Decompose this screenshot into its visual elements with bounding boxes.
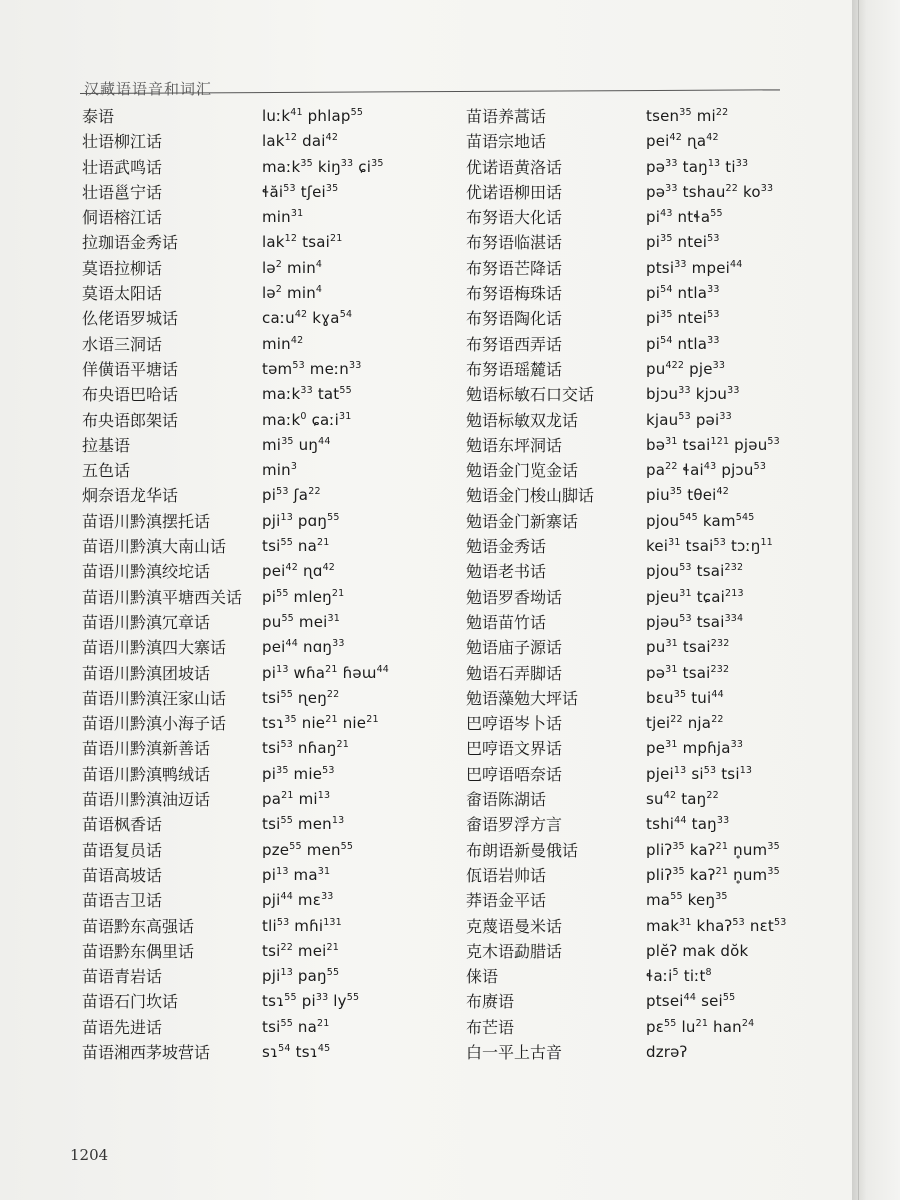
dialect-name: 布芒语: [466, 1017, 515, 1037]
dialect-name: 苗语川黔滇汪家山话: [82, 688, 227, 708]
dialect-name: 勉语庙子源话: [466, 638, 563, 658]
ipa-transcription: $su^{42}$ taŋ$^{22}$: [646, 790, 719, 809]
ipa-transcription: maːk$^0$ ɕaːi$^{31}$: [262, 410, 352, 429]
dialect-name: 克木语勐腊话: [466, 941, 563, 961]
page-number: 1204: [70, 1146, 109, 1164]
ipa-transcription: pə$^{33}$ taŋ$^{13}$ $ti^{33}$: [646, 157, 749, 176]
list-item: [466, 939, 846, 964]
ipa-transcription: $pi^{35}$ mie$^{53}$: [262, 764, 335, 783]
ipa-transcription: $pu^{31}$ tsai$^{232}$: [646, 638, 730, 657]
right-column: [466, 104, 846, 1065]
ipa-transcription: $pu^{55}$ mei$^{31}$: [262, 612, 341, 631]
ipa-transcription: lə$^2$ $\min^4$: [262, 258, 323, 277]
dialect-name: 布努语芒降话: [466, 258, 563, 278]
list-item: [78, 686, 458, 711]
dialect-name: 苗语养蒿话: [466, 107, 547, 126]
dialect-name: 畲语陈湖话: [466, 790, 547, 810]
dialect-name: 苗语复员话: [82, 840, 163, 860]
list-item: [466, 1040, 846, 1065]
dialect-name: 勉语苗竹话: [466, 612, 547, 632]
list-item: [78, 661, 458, 686]
list-item: [78, 534, 458, 559]
list-item: [466, 509, 846, 534]
dialect-name: 勉语金秀话: [466, 537, 547, 557]
dialect-name: 勉语标敏双龙话: [466, 410, 579, 430]
list-item: [78, 483, 458, 508]
dialect-name: 克蔑语曼米话: [466, 916, 563, 936]
list-item: [466, 762, 846, 787]
list-item: [466, 736, 846, 761]
list-item: [466, 306, 846, 331]
ipa-transcription: dzrəʔ: [646, 1042, 688, 1061]
list-item: [78, 762, 458, 787]
list-item: [466, 205, 846, 230]
dialect-name: 苗语青岩话: [82, 967, 163, 987]
dialect-name: 巴哼语文界话: [466, 739, 563, 759]
list-item: [466, 812, 846, 837]
list-item: [466, 585, 846, 610]
ipa-transcription: pji$^{13}$ pɑŋ$^{55}$: [262, 511, 340, 530]
dialect-name: 苗语川黔滇新善话: [82, 739, 211, 759]
list-item: [78, 787, 458, 812]
dialect-name: 拉珈语金秀话: [82, 233, 179, 253]
ipa-transcription: $\min^3$: [262, 461, 298, 480]
dialect-name: 布朗语新曼俄话: [466, 840, 579, 860]
list-item: [466, 408, 846, 433]
dialect-name: 巴哼语唔奈话: [466, 764, 563, 784]
ipa-transcription: tjei$^{22}$ nja$^{22}$: [646, 714, 724, 733]
list-item: [78, 230, 458, 255]
ipa-transcription: $pi^{13}$ wɦa$^{21}$ ɦəɯ$^{44}$: [262, 663, 390, 682]
list-item: [466, 610, 846, 635]
dialect-name: 勉语金门览金话: [466, 461, 579, 481]
list-item: [466, 256, 846, 281]
ipa-transcription: $pa^{22}$ ɬai$^{43}$ pjɔu$^{53}$: [646, 461, 767, 480]
list-item: [466, 433, 846, 458]
dialect-name: 壮语武鸣话: [82, 157, 163, 177]
dialect-name: 俫语: [466, 967, 499, 987]
list-item: [466, 787, 846, 812]
dialect-name: 苗语枫香话: [82, 815, 163, 835]
list-item: [78, 711, 458, 736]
ipa-transcription: pliʔ$^{35}$ kaʔ$^{21}$ $n̥um^{35}$: [646, 865, 780, 884]
list-item: [78, 180, 458, 205]
ipa-transcription: tsɿ$^{55}$ $pi^{33}$ $ly^{55}$: [262, 992, 360, 1011]
list-item: [78, 585, 458, 610]
list-item: [466, 1015, 846, 1040]
list-item: [78, 939, 458, 964]
list-item: [466, 559, 846, 584]
ipa-transcription: pei$^{42}$ ɳɑ$^{42}$: [262, 562, 336, 581]
list-item: [466, 661, 846, 686]
list-item: [466, 382, 846, 407]
list-item: [466, 686, 846, 711]
dialect-name: 仫佬语罗城话: [82, 309, 179, 329]
dialect-name: 布努语梅珠话: [466, 284, 563, 304]
ipa-transcription: $pa^{21}$ $mi^{13}$: [262, 790, 331, 809]
ipa-transcription: $pi^{55}$ mleŋ$^{21}$: [262, 587, 345, 606]
dialect-name: 布努语大化话: [466, 208, 563, 228]
list-item: [78, 989, 458, 1014]
list-item: [466, 534, 846, 559]
list-item: [78, 635, 458, 660]
dialect-name: 苗语川黔滇油迈话: [82, 790, 211, 810]
list-item: [466, 458, 846, 483]
ipa-transcription: $pe^{31}$ mpɦja$^{33}$: [646, 739, 744, 758]
list-item: [78, 408, 458, 433]
dialect-name: 苗语吉卫话: [82, 891, 163, 911]
ipa-transcription: pei$^{42}$ ɳa$^{42}$: [646, 132, 719, 151]
list-item: [466, 989, 846, 1014]
ipa-transcription: tsɿ$^{35}$ nie$^{21}$ nie$^{21}$: [262, 714, 379, 733]
ipa-transcription: kei$^{31}$ tsai$^{53}$ tɔːŋ$^{11}$: [646, 537, 773, 556]
dialect-name: 苗语川黔滇平塘西关话: [82, 587, 243, 607]
ipa-transcription: lak$^{12}$ tsai$^{21}$: [262, 233, 343, 252]
ipa-transcription: $pi^{53}$ ʃa$^{22}$: [262, 486, 321, 505]
dialect-name: 优诺语黄洛话: [466, 157, 563, 177]
ipa-transcription: ɬăi$^{53}$ tʃei$^{35}$: [262, 182, 339, 201]
ipa-transcription: pjei$^{13}$ $si^{53}$ tsi$^{13}$: [646, 764, 753, 783]
ipa-transcription: tli$^{53}$ mɦi$^{131}$: [262, 916, 342, 935]
dialect-name: 佤语岩帅话: [466, 865, 547, 885]
list-item: [78, 812, 458, 837]
dialect-name: 勉语金门梭山脚话: [466, 486, 595, 506]
ipa-transcription: tsi$^{55}$ $na^{21}$: [262, 537, 330, 556]
dialect-name: 勉语罗香坳话: [466, 587, 563, 607]
ipa-transcription: kjau$^{53}$ pəi$^{33}$: [646, 410, 732, 429]
list-item: [78, 155, 458, 180]
ipa-transcription: təm$^{53}$ meːn$^{33}$: [262, 359, 362, 378]
list-item: [466, 888, 846, 913]
list-item: [78, 256, 458, 281]
ipa-transcription: sɿ$^{54}$ tsɿ$^{45}$: [262, 1042, 331, 1061]
list-item: [78, 205, 458, 230]
dialect-name: 苗语宗地话: [466, 132, 547, 152]
list-item: [78, 281, 458, 306]
ipa-transcription: pjou$^{545}$ kam$^{545}$: [646, 511, 755, 530]
list-item: [466, 863, 846, 888]
dialect-name: 苗语先进话: [82, 1017, 163, 1037]
ipa-transcription: caːu$^{42}$ kɣa$^{54}$: [262, 309, 353, 328]
dialect-name: 苗语川黔滇绞坨话: [82, 562, 211, 582]
ipa-transcription: pjeu$^{31}$ tɕai$^{213}$: [646, 587, 744, 606]
dialect-name: 苗语川黔滇四大寨话: [82, 638, 227, 658]
list-item: [466, 230, 846, 255]
dialect-name: 布央语巴哈话: [82, 385, 179, 405]
ipa-transcription: tsi$^{55}$ $na^{21}$: [262, 1017, 330, 1036]
list-item: [78, 559, 458, 584]
dialect-name: 布努语瑶麓话: [466, 359, 563, 379]
ipa-transcription: $pi^{35}$ ntei$^{53}$: [646, 309, 720, 328]
list-item: [466, 964, 846, 989]
dialect-name: 侗语榕江话: [82, 208, 163, 228]
ipa-transcription: tsi$^{22}$ mei$^{21}$: [262, 941, 340, 960]
dialect-name: 炯奈语龙华话: [82, 486, 179, 506]
dialect-name: 苗语川黔滇大南山话: [82, 537, 227, 557]
ipa-transcription: tsi$^{55}$ men$^{13}$: [262, 815, 345, 834]
ipa-transcription: lə$^2$ $\min^4$: [262, 284, 323, 303]
dialect-name: 佯僙语平塘话: [82, 359, 179, 379]
ipa-transcription: pjəu$^{53}$ tsai$^{334}$: [646, 612, 744, 631]
page-fold: [858, 0, 869, 1200]
dialect-name: 勉语石弄脚话: [466, 663, 563, 683]
dialect-name: 布央语郎架话: [82, 410, 179, 430]
list-item: [78, 382, 458, 407]
dialect-name: 苗语黔东偶里话: [82, 941, 195, 961]
list-item: [78, 433, 458, 458]
list-item: [466, 104, 846, 129]
dialect-name: 勉语藻勉大坪话: [466, 688, 579, 708]
list-item: [466, 281, 846, 306]
ipa-transcription: pji$^{13}$ paŋ$^{55}$: [262, 967, 340, 986]
list-item: [78, 332, 458, 357]
ipa-transcription: pji$^{44}$ mɛ$^{33}$: [262, 891, 334, 910]
list-item: [78, 914, 458, 939]
dialect-name: 苗语湘西茅坡营话: [82, 1042, 211, 1062]
ipa-transcription: piu$^{35}$ tθei$^{42}$: [646, 486, 730, 505]
list-item: [78, 104, 458, 129]
list-item: [78, 838, 458, 863]
ipa-transcription: $pi^{43}$ ntɬa$^{55}$: [646, 208, 723, 227]
list-item: [78, 736, 458, 761]
list-item: [78, 964, 458, 989]
ipa-transcription: bə$^{31}$ tsai$^{121}$ pjəu$^{53}$: [646, 435, 780, 454]
running-head: 汉藏语语音和词汇: [84, 80, 213, 98]
dialect-name: 拉基语: [82, 435, 131, 455]
dialect-name: 优诺语柳田话: [466, 182, 563, 202]
dialect-name: 勉语老书话: [466, 562, 547, 582]
dialect-name: 勉语标敏石口交话: [466, 385, 595, 405]
dialect-name: 白一平上古音: [466, 1042, 563, 1062]
ipa-transcription: $pi^{13}$ $ma^{31}$: [262, 865, 331, 884]
dialect-name: 莫语拉柳话: [82, 258, 163, 278]
ipa-transcription: $mi^{35}$ $uŋ^{44}$: [262, 435, 331, 454]
list-item: [466, 838, 846, 863]
list-item: [78, 306, 458, 331]
ipa-transcription: bjɔu$^{33}$ kjɔu$^{33}$: [646, 385, 740, 404]
list-item: [78, 1015, 458, 1040]
list-item: [466, 635, 846, 660]
dialect-name: 水语三洞话: [82, 334, 163, 354]
dialect-name: 苗语川黔滇摆托话: [82, 511, 211, 531]
dialect-name: 勉语东坪洞话: [466, 435, 563, 455]
dialect-name: 莽语金平话: [466, 891, 547, 911]
list-item: [466, 155, 846, 180]
dialect-name: 壮语邕宁话: [82, 182, 163, 202]
ipa-transcription: mak$^{31}$ khaʔ$^{53}$ nɛt$^{53}$: [646, 916, 787, 935]
dialect-name: 壮语柳江话: [82, 132, 163, 152]
ipa-transcription: pə$^{31}$ tsai$^{232}$: [646, 663, 730, 682]
dialect-name: 泰语: [82, 107, 115, 126]
dialect-name: 苗语川黔滇团坡话: [82, 663, 211, 683]
dialect-name: 巴哼语岑卜话: [466, 714, 563, 734]
list-item: [466, 711, 846, 736]
list-item: [466, 483, 846, 508]
dialect-name: 布努语陶化话: [466, 309, 563, 329]
list-item: [466, 332, 846, 357]
ipa-transcription: maːk$^{35}$ kiŋ$^{33}$ ɕi$^{35}$: [262, 157, 384, 176]
list-item: [78, 458, 458, 483]
dialect-name: 布努语临湛话: [466, 233, 563, 253]
dialect-name: 苗语川黔滇冗章话: [82, 612, 211, 632]
ipa-transcription: bɛu$^{35}$ tui$^{44}$: [646, 688, 724, 707]
list-item: [78, 357, 458, 382]
dialect-name: 苗语黔东高强话: [82, 916, 195, 936]
dialect-name: 布努语西弄话: [466, 334, 563, 354]
ipa-transcription: pei$^{44}$ nɑŋ$^{33}$: [262, 638, 345, 657]
ipa-transcription: ptsi$^{33}$ mpei$^{44}$: [646, 258, 743, 277]
list-item: [466, 129, 846, 154]
dialect-name: 莫语太阳话: [82, 284, 163, 304]
ipa-transcription: tsi$^{53}$ nɦaŋ$^{21}$: [262, 739, 349, 758]
dialect-name: 勉语金门新寨话: [466, 511, 579, 531]
ipa-transcription: plĕʔ mak dŏk: [646, 941, 749, 960]
ipa-transcription: lak$^{12}$ dai$^{42}$: [262, 132, 339, 151]
list-item: [78, 1040, 458, 1065]
list-item: [78, 863, 458, 888]
dialect-name: 五色话: [82, 461, 131, 481]
ipa-transcription: tsi$^{55}$ ɳeŋ$^{22}$: [262, 688, 340, 707]
ipa-transcription: ptsei$^{44}$ sei$^{55}$: [646, 992, 736, 1011]
ipa-transcription: $ma^{55}$ keŋ$^{35}$: [646, 891, 728, 910]
ipa-transcription: tsen$^{35}$ $mi^{22}$: [646, 107, 729, 125]
list-item: [78, 129, 458, 154]
ipa-transcription: $pi^{54}$ ntla$^{33}$: [646, 334, 720, 353]
ipa-transcription: pə$^{33}$ tshau$^{22}$ $ko^{33}$: [646, 182, 774, 201]
dialect-name: 畲语罗浮方言: [466, 815, 563, 835]
list-item: [78, 610, 458, 635]
dialect-name: 苗语石门坎话: [82, 992, 179, 1012]
ipa-transcription: pɛ$^{55}$ $lu^{21}$ han$^{24}$: [646, 1017, 755, 1036]
list-item: [78, 888, 458, 913]
list-item: [466, 357, 846, 382]
dialect-name: 布赓语: [466, 992, 515, 1012]
ipa-transcription: $pu^{422}$ pje$^{33}$: [646, 359, 726, 378]
list-item: [466, 180, 846, 205]
ipa-transcription: pliʔ$^{35}$ kaʔ$^{21}$ $n̥um^{35}$: [646, 840, 780, 859]
ipa-transcription: $pi^{54}$ ntla$^{33}$: [646, 284, 720, 303]
ipa-transcription: $pi^{35}$ ntei$^{53}$: [646, 233, 720, 252]
ipa-transcription: luːk$^{41}$ phlap$^{55}$: [262, 107, 364, 125]
dialect-name: 苗语川黔滇鸭绒话: [82, 764, 211, 784]
ipa-transcription: ɬaːi$^5$ tiːt$^8$: [646, 967, 712, 986]
list-item: [466, 914, 846, 939]
ipa-transcription: tshi$^{44}$ taŋ$^{33}$: [646, 815, 730, 834]
ipa-transcription: $\min^{42}$: [262, 334, 304, 353]
dialect-name: 苗语川黔滇小海子话: [82, 714, 227, 734]
ipa-transcription: pze$^{55}$ men$^{55}$: [262, 840, 354, 859]
list-item: [78, 509, 458, 534]
ipa-transcription: pjou$^{53}$ tsai$^{232}$: [646, 562, 744, 581]
left-column: [78, 104, 458, 1065]
ipa-transcription: maːk$^{33}$ tat$^{55}$: [262, 385, 352, 404]
dialect-name: 苗语高坡话: [82, 865, 163, 885]
ipa-transcription: $\min^{31}$: [262, 208, 304, 227]
